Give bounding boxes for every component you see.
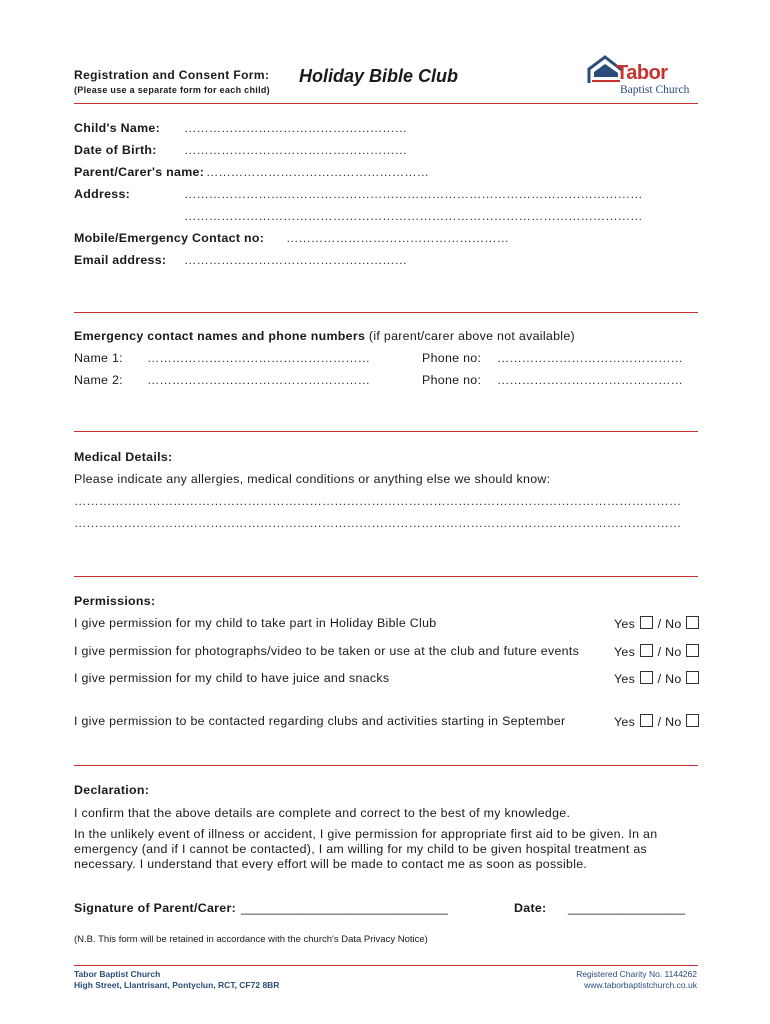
permissions-heading: Permissions:: [74, 594, 156, 608]
declaration-confirm: I confirm that the above details are complete and correct to the best of my knowledge.: [74, 806, 571, 820]
medical-field-line2[interactable]: …………………………………………………………………………………………………………………………………: [74, 516, 682, 530]
permission-text: I give permission to be contacted regarding clubs and activities starting in September: [74, 714, 566, 728]
mobile-label: Mobile/Emergency Contact no:: [74, 231, 265, 245]
medical-heading: Medical Details:: [74, 450, 173, 464]
club-title: Holiday Bible Club: [299, 66, 459, 86]
yes-checkbox[interactable]: [640, 671, 653, 684]
permission-text: I give permission for photographs/video to be taken or use at the club and future events: [74, 644, 580, 658]
section-divider: [74, 312, 698, 313]
no-checkbox[interactable]: [686, 714, 699, 727]
no-checkbox[interactable]: [686, 671, 699, 684]
name2-field[interactable]: ………………………………………………: [147, 373, 371, 387]
permission-yes-no: [614, 714, 700, 729]
no-label: / No: [657, 672, 682, 686]
permission-yes-no: [614, 671, 700, 686]
address-label: Address:: [74, 187, 131, 201]
footer-church-name: Tabor Baptist Church: [74, 969, 161, 979]
yes-checkbox[interactable]: [640, 616, 653, 629]
section-divider: [74, 576, 698, 577]
section-divider: [74, 431, 698, 432]
signature-label: Signature of Parent/Carer:: [74, 901, 237, 915]
privacy-note: (N.B. This form will be retained in accordance with the church's Data Privacy Notice): [74, 934, 428, 945]
no-label: / No: [657, 715, 682, 729]
footer-website[interactable]: www.taborbaptistchurch.co.uk: [584, 980, 697, 990]
permission-text: I give permission for my child to have juice and snacks: [74, 671, 390, 685]
phone1-label: Phone no:: [422, 351, 482, 365]
name2-label: Name 2:: [74, 373, 123, 387]
emergency-heading-note: (if parent/carer above not available): [365, 329, 575, 343]
permission-text: I give permission for my child to take part in Holiday Bible Club: [74, 616, 437, 630]
medical-prompt: Please indicate any allergies, medical conditions or anything else we should know:: [74, 472, 551, 486]
phone2-label: Phone no:: [422, 373, 482, 387]
yes-checkbox[interactable]: [640, 714, 653, 727]
child-name-label: Child's Name:: [74, 121, 161, 135]
logo-name: Tabor: [616, 62, 668, 84]
church-logo: [586, 52, 700, 100]
dob-label: Date of Birth:: [74, 143, 157, 157]
logo-subtitle: Baptist Church: [620, 84, 690, 96]
footer-address: High Street, Llantrisant, Pontyclun, RCT, CF72 8BR: [74, 980, 280, 990]
section-divider: [74, 765, 698, 766]
form-note: (Please use a separate form for each child): [74, 85, 270, 95]
no-checkbox[interactable]: [686, 616, 699, 629]
medical-field-line1[interactable]: …………………………………………………………………………………………………………………………………: [74, 494, 682, 508]
no-checkbox[interactable]: [686, 644, 699, 657]
name1-label: Name 1:: [74, 351, 123, 365]
address-field-line2[interactable]: …………………………………………………………………………………………………: [184, 209, 643, 223]
child-name-field[interactable]: ………………………………………………: [184, 121, 408, 135]
declaration-text-line3: necessary. I understand that every effort will be made to contact me as soon as possible.: [74, 857, 588, 871]
phone1-field[interactable]: ………………………………………: [497, 351, 683, 365]
parent-name-field[interactable]: ………………………………………………: [206, 165, 430, 179]
emergency-heading: [74, 329, 575, 343]
dob-field[interactable]: ………………………………………………: [184, 143, 408, 157]
footer-charity-number: Registered Charity No. 1144262: [576, 969, 697, 979]
permission-yes-no: [614, 616, 700, 631]
yes-label: Yes: [614, 645, 636, 659]
declaration-heading: Declaration:: [74, 783, 150, 797]
name1-field[interactable]: ………………………………………………: [147, 351, 371, 365]
mobile-field[interactable]: ………………………………………………: [286, 231, 510, 245]
address-field-line1[interactable]: …………………………………………………………………………………………………: [184, 187, 643, 201]
declaration-text-line2: emergency (and if I cannot be contacted), I am willing for my child to be given hospital treatment as: [74, 842, 648, 856]
email-field[interactable]: ………………………………………………: [184, 253, 408, 267]
phone2-field[interactable]: ………………………………………: [497, 373, 683, 387]
email-label: Email address:: [74, 253, 167, 267]
form-title: Registration and Consent Form:: [74, 68, 270, 82]
emergency-heading-text: Emergency contact names and phone numbers: [74, 329, 366, 343]
signature-field[interactable]: ______________________________: [241, 901, 448, 915]
parent-name-label: Parent/Carer's name:: [74, 165, 205, 179]
yes-label: Yes: [614, 617, 636, 631]
no-label: / No: [657, 645, 682, 659]
footer-divider: [74, 965, 698, 966]
yes-checkbox[interactable]: [640, 644, 653, 657]
no-label: / No: [657, 617, 682, 631]
permission-yes-no: [614, 644, 700, 659]
date-field[interactable]: _________________: [568, 901, 686, 915]
yes-label: Yes: [614, 672, 636, 686]
declaration-text-line1: In the unlikely event of illness or accident, I give permission for appropriate first aid to be given. In an: [74, 827, 658, 841]
yes-label: Yes: [614, 715, 636, 729]
date-label: Date:: [514, 901, 547, 915]
header-divider: [74, 103, 698, 104]
